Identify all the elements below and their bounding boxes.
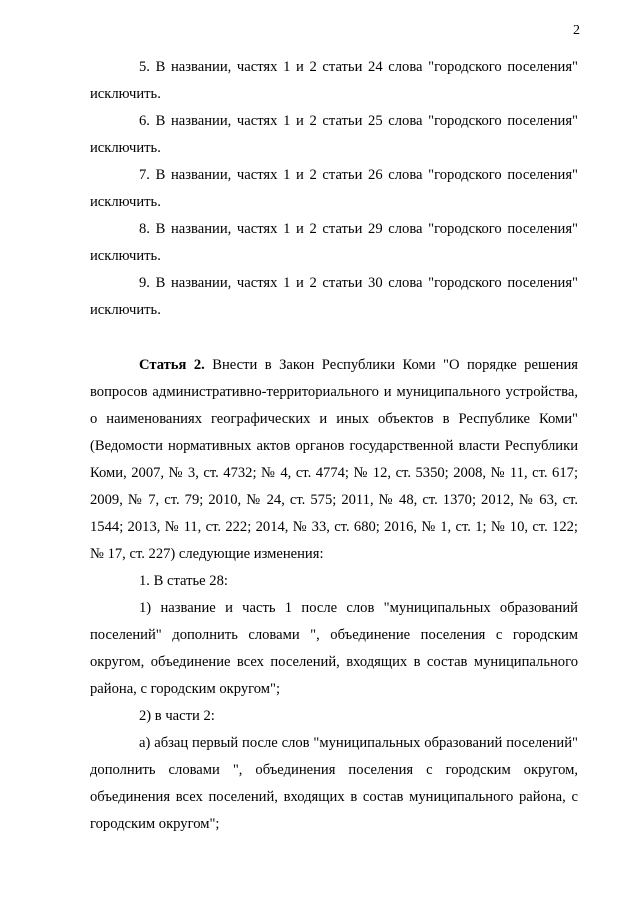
item-1-subitem-1: 1) название и часть 1 после слов "муниципальных образований поселений" дополнить словами ", объединение поселения с городским округом, объединение всех поселений, входящих в состав муниципального района, с городским округом"; [90,600,578,697]
paragraph-9: 9. В названии, частях 1 и 2 статьи 30 слова "городского поселения" исключить. [90,275,578,318]
section-gap [90,324,578,352]
item-1: 1. В статье 28: [139,573,228,589]
article-2-paragraph [90,352,578,568]
paragraph-7: 7. В названии, частях 1 и 2 статьи 26 слова "городского поселения" исключить. [90,167,578,210]
article-2-text: Внести в Закон Республики Коми "О порядке решения вопросов административно-территориального и муниципального устройства, о наименованиях географических и иных объектов в Республике Коми" (Ведомости нормативных актов органов государственной власти Республики Коми, 2007, № 3, ст. 4732; № 4, ст. 4774; № 12, ст. 5350; 2008, № 11, ст. 617; 2009, № 7, ст. 79; 2010, № 24, ст. 575; 2011, № 48, ст. 1370; 2012, № 63, ст. 1544; 2013, № 11, ст. 222; 2014, № 33, ст. 680; 2016, № 1, ст. 1; № 10, ст. 122; № 17, ст. 227) следующие изменения: [90,357,578,562]
item-1-subitem-2a: а) абзац первый после слов "муниципальных образований поселений" дополнить словами ", объединения поселения с городским округом, объединения всех поселений, входящих в состав муниципального района, с городским округом"; [90,735,578,832]
page-number: 2 [573,23,580,38]
item-1-subitem-2: 2) в части 2: [139,708,215,724]
document-body [90,54,578,838]
paragraph-5: 5. В названии, частях 1 и 2 статьи 24 слова "городского поселения" исключить. [90,59,578,102]
paragraph-6: 6. В названии, частях 1 и 2 статьи 25 слова "городского поселения" исключить. [90,113,578,156]
article-2-heading: Статья 2. [139,357,205,373]
paragraph-8: 8. В названии, частях 1 и 2 статьи 29 слова "городского поселения" исключить. [90,221,578,264]
